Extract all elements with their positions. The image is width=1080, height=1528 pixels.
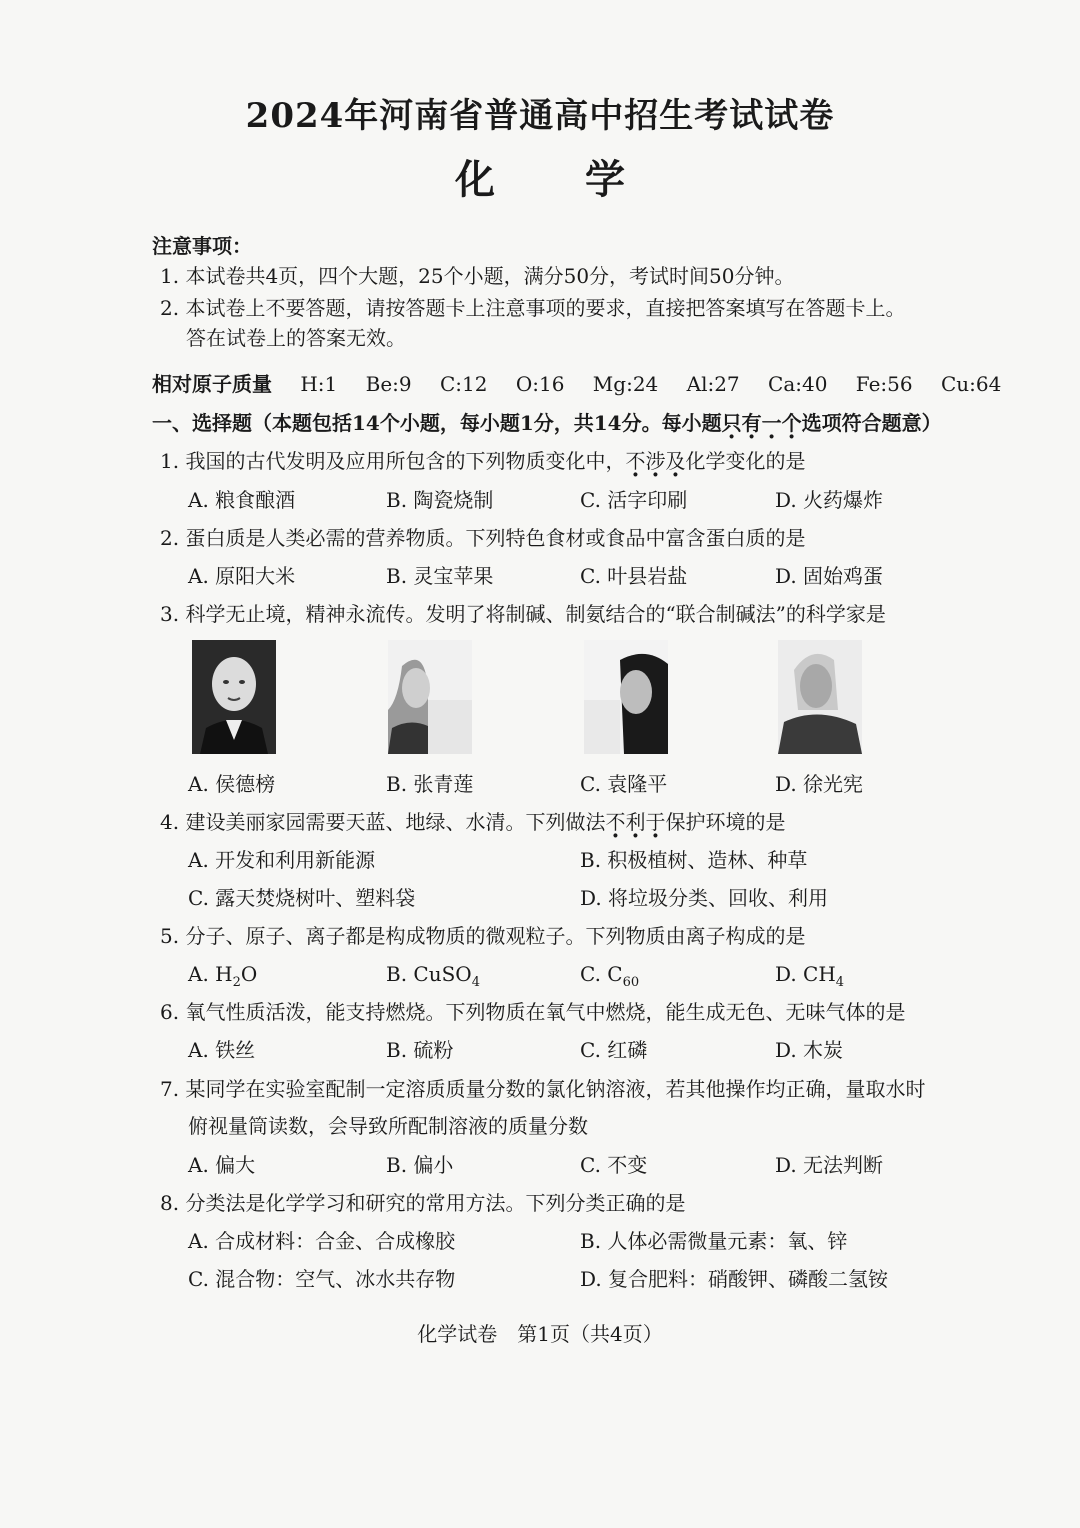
mass-c: C:12: [439, 372, 488, 396]
mass-fe: Fe:56: [855, 372, 913, 396]
q8-option-c[interactable]: C. 混合物：空气、冰水共存物: [188, 1267, 456, 1291]
notice-item-2-cont: 答在试卷上的答案无效。: [186, 326, 406, 350]
question-5: 5. 分子、原子、离子都是构成物质的微观粒子。下列物质由离子构成的是: [160, 924, 806, 948]
mass-o: O:16: [515, 372, 565, 396]
emphasis-only-one: 只有一个: [721, 411, 802, 435]
q1-option-d[interactable]: D. 火药爆炸: [775, 488, 884, 512]
question-7-cont: 俯视量筒读数，会导致所配制溶液的质量分数: [188, 1114, 588, 1138]
q1-option-c[interactable]: C. 活字印刷: [580, 488, 688, 512]
q4-option-c[interactable]: C. 露天焚烧树叶、塑料袋: [188, 886, 416, 910]
portrait-b: [388, 640, 472, 754]
q5-option-d[interactable]: D. $CH_4$: [775, 962, 845, 990]
q2-option-c[interactable]: C. 叶县岩盐: [580, 564, 688, 588]
question-4: 4. 建设美丽家园需要天蓝、地绿、水清。下列做法不利于保护环境的是: [160, 810, 786, 834]
emphasis-not-involve: 不涉及: [625, 449, 686, 473]
mass-al: Al:27: [686, 372, 740, 396]
q1-option-b[interactable]: B. 陶瓷烧制: [386, 488, 494, 512]
q7-option-b[interactable]: B. 偏小: [386, 1153, 454, 1177]
portrait-c: [584, 640, 668, 754]
q6-option-b[interactable]: B. 硫粉: [386, 1038, 454, 1062]
page-footer: 化学试卷 第1页（共4页）: [417, 1322, 663, 1346]
question-6: 6. 氧气性质活泼，能支持燃烧。下列物质在氧气中燃烧，能生成无色、无味气体的是: [160, 1000, 906, 1024]
subject-title: 化学: [455, 156, 715, 203]
q1-option-a[interactable]: A. 粮食酿酒: [188, 488, 296, 512]
q6-option-c[interactable]: C. 红磷: [580, 1038, 648, 1062]
q5-option-b[interactable]: B. CuSO$_4$: [386, 962, 480, 990]
q8-option-d[interactable]: D. 复合肥料：硝酸钾、磷酸二氢铵: [580, 1267, 889, 1291]
question-8: 8. 分类法是化学学习和研究的常用方法。下列分类正确的是: [160, 1191, 686, 1215]
question-7: 7. 某同学在实验室配制一定溶质质量分数的氯化钠溶液，若其他操作均正确，量取水时: [160, 1077, 926, 1101]
q8-option-b[interactable]: B. 人体必需微量元素：氧、锌: [580, 1229, 848, 1253]
mass-mg: Mg:24: [592, 372, 659, 396]
q3-option-a[interactable]: A. 侯德榜: [188, 772, 276, 796]
q7-option-c[interactable]: C. 不变: [580, 1153, 648, 1177]
portrait-a: [192, 640, 276, 754]
q7-option-a[interactable]: A. 偏大: [188, 1153, 256, 1177]
emphasis-not-beneficial: 不利于: [605, 810, 666, 834]
q6-option-a[interactable]: A. 铁丝: [188, 1038, 256, 1062]
question-1: 1. 我国的古代发明及应用所包含的下列物质变化中，不涉及化学变化的是: [160, 449, 806, 473]
q5-option-c[interactable]: C. $C_{60}$: [580, 962, 640, 990]
q4-option-d[interactable]: D. 将垃圾分类、回收、利用: [580, 886, 829, 910]
notice-item-2: 2. 本试卷上不要答题，请按答题卡上注意事项的要求，直接把答案填写在答题卡上。: [160, 296, 906, 320]
q5-option-a[interactable]: A. $H_2O$: [188, 962, 258, 990]
q3-option-b[interactable]: B. 张青莲: [386, 772, 474, 796]
q7-option-d[interactable]: D. 无法判断: [775, 1153, 884, 1177]
q3-option-c[interactable]: C. 袁隆平: [580, 772, 668, 796]
q3-option-d[interactable]: D. 徐光宪: [775, 772, 864, 796]
question-3: 3. 科学无止境，精神永流传。发明了将制碱、制氨结合的“联合制碱法”的科学家是: [160, 602, 886, 626]
q2-option-d[interactable]: D. 固始鸡蛋: [775, 564, 884, 588]
question-2: 2. 蛋白质是人类必需的营养物质。下列特色食材或食品中富含蛋白质的是: [160, 526, 806, 550]
notice-heading: 注意事项：: [152, 234, 252, 258]
q8-option-a[interactable]: A. 合成材料：合金、合成橡胶: [188, 1229, 456, 1253]
portrait-d: [778, 640, 862, 754]
q4-option-a[interactable]: A. 开发和利用新能源: [188, 848, 376, 872]
mass-cu: Cu:64: [940, 372, 1002, 396]
exam-title: 2024年河南省普通高中招生考试试卷: [245, 96, 835, 136]
mass-be: Be:9: [365, 372, 412, 396]
q2-option-a[interactable]: A. 原阳大米: [188, 564, 296, 588]
atomic-masses: [152, 370, 1023, 398]
q2-option-b[interactable]: B. 灵宝苹果: [386, 564, 494, 588]
mass-h: H:1: [300, 372, 338, 396]
q6-option-d[interactable]: D. 木炭: [775, 1038, 844, 1062]
q4-option-b[interactable]: B. 积极植树、造林、种草: [580, 848, 808, 872]
notice-item-1: 1. 本试卷共4页，四个大题，25个小题，满分50分，考试时间50分钟。: [160, 264, 795, 288]
section1-heading: 一、选择题（本题包括14个小题，每小题1分，共14分。每小题只有一个选项符合题意）: [152, 411, 942, 435]
mass-ca: Ca:40: [768, 372, 828, 396]
atomic-masses-label: 相对原子质量: [152, 372, 272, 396]
